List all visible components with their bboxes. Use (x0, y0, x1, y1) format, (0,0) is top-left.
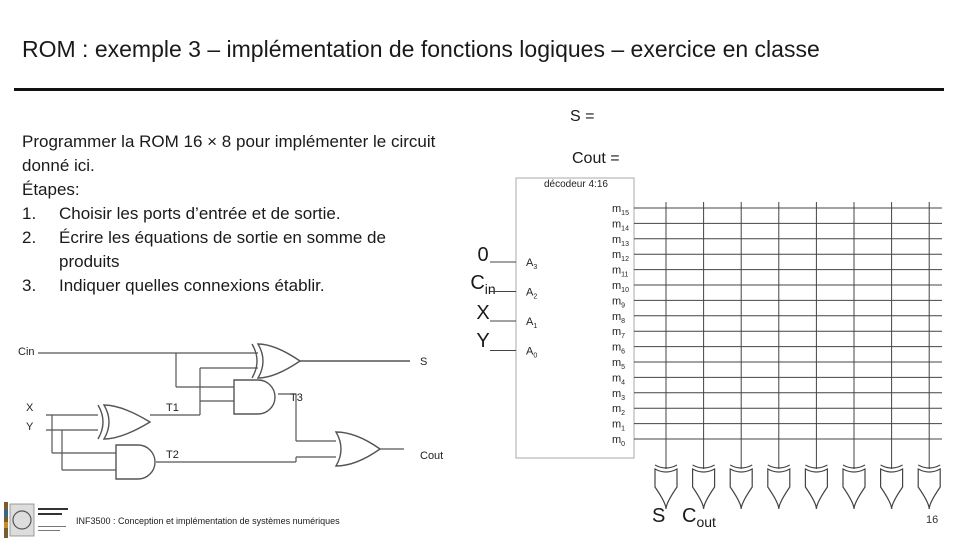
minterm-label: $m_2$ (612, 403, 626, 418)
wire-label-t3: T3 (290, 392, 303, 404)
and-gate-t2 (116, 445, 155, 479)
minterm-label: $m_5$ (612, 357, 626, 371)
or-gate (730, 469, 752, 509)
or-gate (693, 469, 715, 509)
instructions (22, 130, 442, 298)
minterm-label: $m_8$ (612, 310, 626, 325)
minterm-label: $m_{14}$ (612, 218, 629, 233)
minterm-label: $m_9$ (612, 295, 626, 310)
output-cout-label: $C_{out}$ (682, 505, 716, 530)
address-line-label: $A_1$ (526, 316, 538, 330)
or-gate (768, 469, 790, 509)
equation-cout: Cout = (572, 150, 620, 167)
step-1 (22, 202, 442, 226)
minterm-label: $m_{15}$ (612, 203, 629, 217)
minterm-label: $m_{10}$ (612, 280, 629, 294)
address-value-a2: $C_{in}$ (470, 272, 496, 297)
footer-course-name: INF3500 : Conception et implémentation de systèmes numériques (76, 516, 340, 526)
address-line-label: $A_3$ (526, 257, 538, 271)
intro-text: Programmer la ROM 16 × 8 pour implémenter le circuit donné ici. (22, 132, 436, 175)
xor-gate-s (258, 344, 300, 378)
or-gate-cout (336, 432, 380, 466)
minterm-label: $m_{13}$ (612, 233, 629, 248)
or-gate (655, 469, 677, 509)
xor-gate-t1 (104, 405, 150, 439)
address-value-a3: 0 (477, 244, 489, 266)
step-text: Indiquer quelles connexions établir. (59, 276, 325, 295)
rom-diagram (490, 170, 960, 510)
minterm-label: $m_1$ (612, 418, 626, 433)
address-line-label: $A_0$ (526, 345, 538, 360)
input-label-y: Y (26, 421, 34, 433)
step-text: Choisir les ports d’entrée et de sortie. (59, 204, 341, 223)
minterm-label: $m_6$ (612, 341, 626, 356)
polytechnique-logo (4, 502, 74, 538)
step-number: 3. (22, 276, 37, 295)
step-number: 2. (22, 228, 37, 247)
minterm-label: $m_7$ (612, 326, 626, 341)
equation-s: S = (570, 108, 595, 125)
wire-label-t1: T1 (166, 402, 179, 414)
output-mapping-labels (652, 505, 716, 530)
steps-label: Étapes: (22, 180, 80, 199)
page-title: ROM : exemple 3 – implémentation de fonctions logiques – exercice en classe (22, 36, 820, 62)
title-divider (14, 88, 944, 91)
address-value-a0: Y (476, 330, 490, 352)
output-label-cout: Cout (420, 450, 444, 462)
or-gate (843, 469, 865, 509)
or-gate (881, 469, 903, 509)
minterm-label: $m_3$ (612, 387, 626, 402)
output-label-s: S (420, 356, 428, 368)
or-gate (805, 469, 827, 509)
logic-circuit-diagram (0, 335, 460, 490)
input-label-cin: Cin (18, 346, 35, 358)
step-text: Écrire les équations de sortie en somme de produits (59, 228, 386, 271)
or-gate (918, 469, 940, 509)
minterm-label: $m_{11}$ (612, 264, 629, 279)
step-2 (22, 226, 442, 274)
address-value-a1: X (476, 302, 490, 324)
wire-label-t2: T2 (166, 449, 179, 461)
decoder-label: décodeur 4:16 (544, 179, 608, 190)
input-label-x: X (26, 402, 34, 414)
minterm-label: $m_4$ (612, 372, 626, 387)
address-line-label: $A_2$ (526, 286, 538, 301)
output-s-label: S (652, 505, 666, 527)
step-3 (22, 274, 442, 298)
step-number: 1. (22, 204, 37, 223)
minterm-label: $m_0$ (612, 434, 626, 448)
minterm-label: $m_{12}$ (612, 249, 629, 264)
and-gate-t3 (234, 380, 275, 414)
page-number: 16 (926, 514, 939, 526)
